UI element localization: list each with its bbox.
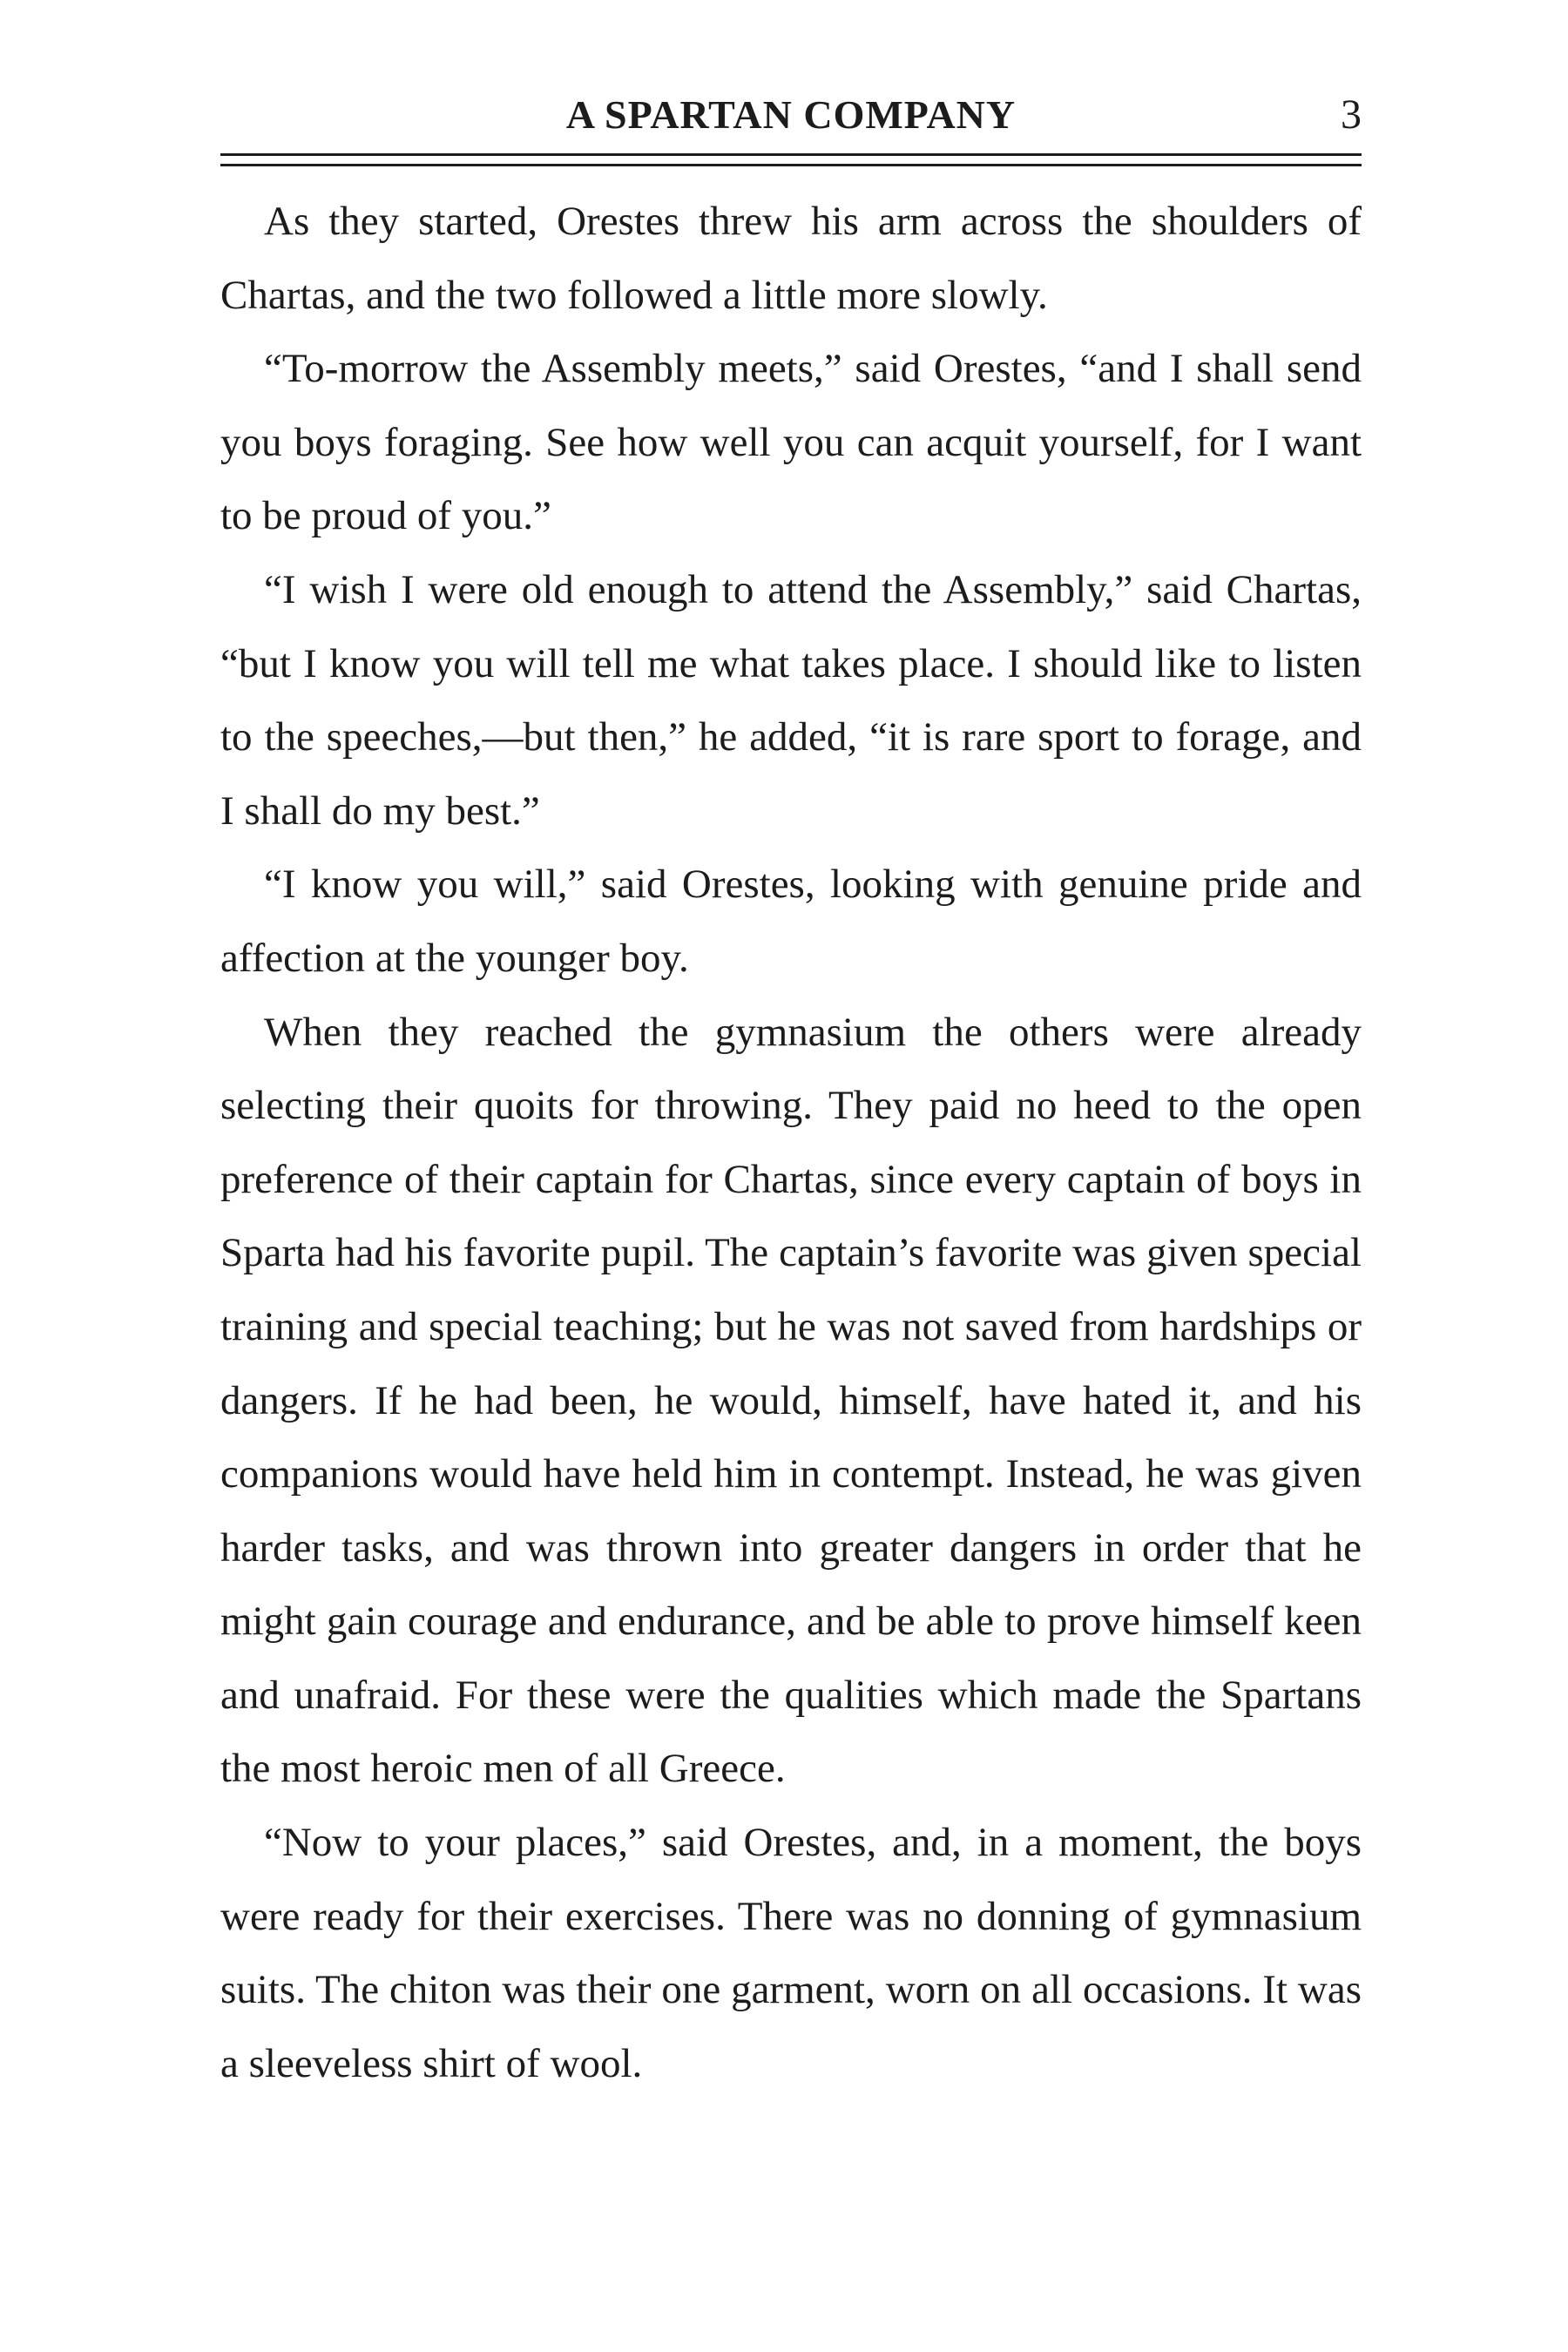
paragraph: When they reached the gymnasium the others were already selecting their quoits for throwing. They paid no heed to the open preference of their captain for Chartas, since every captain of boys in Sparta had his favorite pupil. The captain’s favorite was given special training and special teaching; but he was not saved from hardships or dangers. If he had been, he would, himself, have hated it, and his companions would have held him in contempt. Instead, he was given harder tasks, and was thrown into greater dangers in order that he might gain courage and endurance, and be able to prove himself keen and unafraid. For these were the qualities which made the Spartans the most heroic men of all Greece. (220, 1009, 1362, 1792)
book-page (220, 84, 1362, 2086)
paragraph: “I wish I were old enough to attend the Assembly,” said Chartas, “but I know you will tell me what takes place. I should like to listen to the speeches,—but then,” he added, “it is rare sport to forage, and I shall do my best.” (220, 566, 1362, 834)
page-number: 3 (1341, 91, 1362, 138)
running-head (220, 84, 1362, 153)
paragraph: “I know you will,” said Orestes, looking with genuine pride and affection at the younger boy. (220, 862, 1362, 981)
paragraph: As they started, Orestes threw his arm across the shoulders of Chartas, and the two followed a little more slowly. (220, 199, 1362, 318)
paragraph: “To-morrow the Assembly meets,” said Orestes, “and I shall send you boys foraging. See how well you can acquit yourself, for I want to be proud of you.” (220, 346, 1362, 539)
chapter-title: A SPARTAN COMPANY (565, 92, 1017, 137)
body-text (220, 185, 1362, 2100)
header-rule-top (220, 153, 1362, 156)
header-rule-bottom (220, 164, 1362, 166)
paragraph: “Now to your places,” said Orestes, and, in a moment, the boys were ready for their exercises. There was no donning of gymnasium suits. The chiton was their one garment, worn on all occasions. It was a sleeveless shirt of wool. (220, 1820, 1362, 2086)
